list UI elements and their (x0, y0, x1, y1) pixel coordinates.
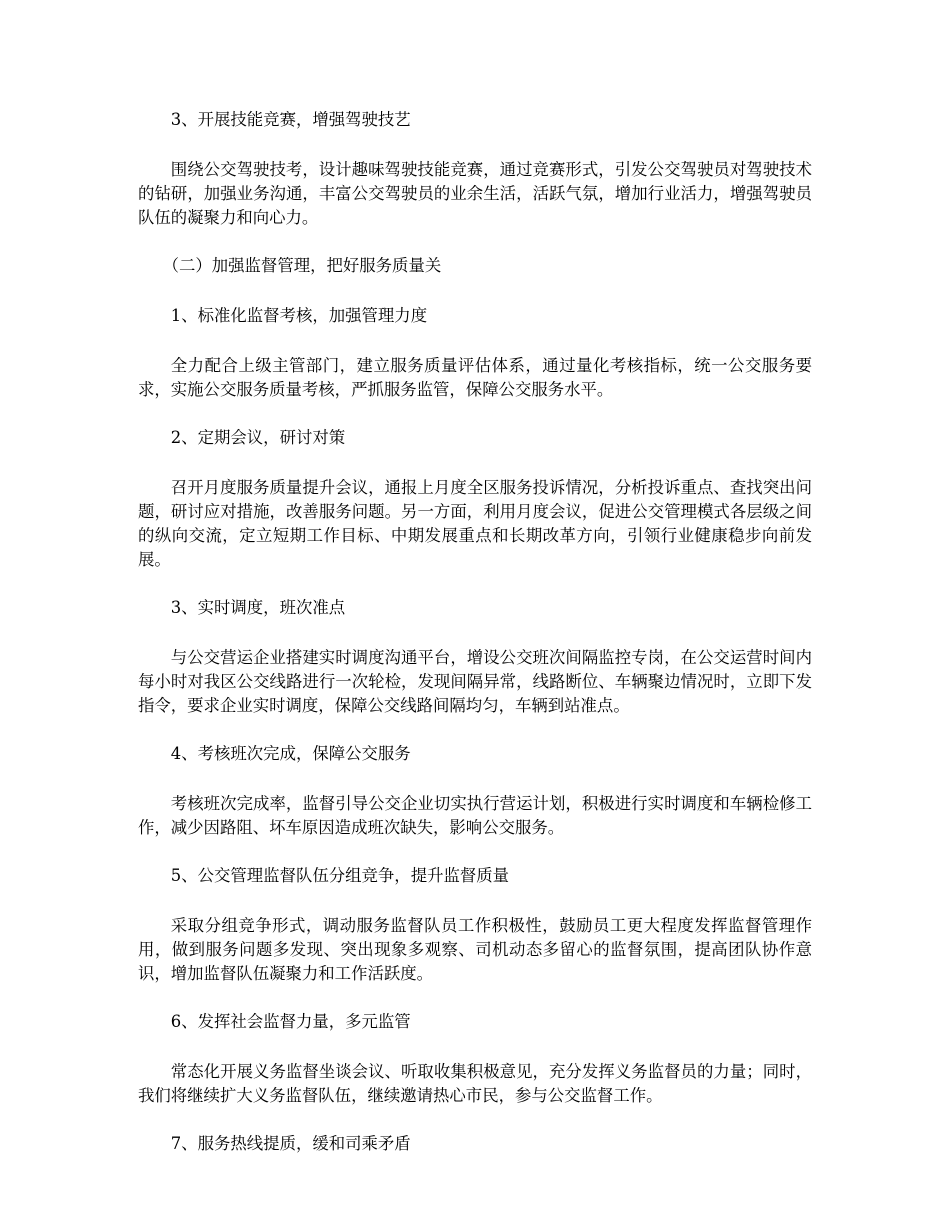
paragraph-realtime-dispatch: 与公交营运企业搭建实时调度沟通平台，增设公交班次间隔监控专岗，在公交运营时间内每小时对我区公交线路进行一次轮检，发现间隔异常，线路断位、车辆聚边情况时，立即下发指令，要求企业实时调度，保障公交线路间隔均匀，车辆到站准点。 (138, 648, 812, 715)
paragraph-skills-competition: 围绕公交驾驶技考，设计趣味驾驶技能竞赛，通过竞赛形式，引发公交驾驶员对驾驶技术的钻研，加强业务沟通，丰富公交驾驶员的业余生活，活跃气氛，增加行业活力，增强驾驶员队伍的凝聚力和向心力。 (138, 160, 812, 227)
section-heading-part-two: （二）加强监督管理，把好服务质量关 (162, 256, 442, 275)
section-heading-3-realtime-dispatch: 3、实时调度，班次准点 (170, 598, 346, 617)
document-body (138, 108, 812, 1156)
section-heading-5-team-competition: 5、公交管理监督队伍分组竞争，提升监督质量 (170, 866, 510, 885)
section-heading-6-social-supervision: 6、发挥社会监督力量，多元监管 (170, 1012, 411, 1031)
paragraph-standardized-assessment: 全力配合上级主管部门，建立服务质量评估体系，通过量化考核指标，统一公交服务要求，实施公交服务质量考核，严抓服务监管，保障公交服务水平。 (138, 356, 812, 399)
section-heading-3-skills-competition: 3、开展技能竞赛，增强驾驶技艺 (170, 110, 411, 129)
paragraph-social-supervision: 常态化开展义务监督坐谈会议、听取收集积极意见，充分发挥义务监督员的力量；同时，我们将继续扩大义务监督队伍，继续邀请热心市民，参与公交监督工作。 (138, 1062, 812, 1105)
section-heading-1-standardized-assessment: 1、标准化监督考核，加强管理力度 (170, 306, 428, 325)
section-heading-7-service-hotline: 7、服务热线提质，缓和司乘矛盾 (170, 1134, 411, 1153)
paragraph-team-competition: 采取分组竞争形式，调动服务监督队员工作积极性，鼓励员工更大程度发挥监督管理作用，做到服务问题多发现、突出现象多观察、司机动态多留心的监督氛围，提高团队协作意识，增加监督队伍凝聚力和工作活跃度。 (138, 916, 812, 983)
section-heading-4-schedule-completion: 4、考核班次完成，保障公交服务 (170, 744, 411, 763)
section-heading-2-regular-meetings: 2、定期会议，研讨对策 (170, 428, 346, 447)
paragraph-regular-meetings: 召开月度服务质量提升会议，通报上月度全区服务投诉情况，分析投诉重点、查找突出问题，研讨应对措施，改善服务问题。另一方面，利用月度会议，促进公交管理模式各层级之间的纵向交流，定立短期工作目标、中期发展重点和长期改革方向，引领行业健康稳步向前发展。 (138, 478, 812, 569)
paragraph-schedule-completion: 考核班次完成率，监督引导公交企业切实执行营运计划，积极进行实时调度和车辆检修工作，减少因路阻、坏车原因造成班次缺失，影响公交服务。 (138, 794, 812, 837)
